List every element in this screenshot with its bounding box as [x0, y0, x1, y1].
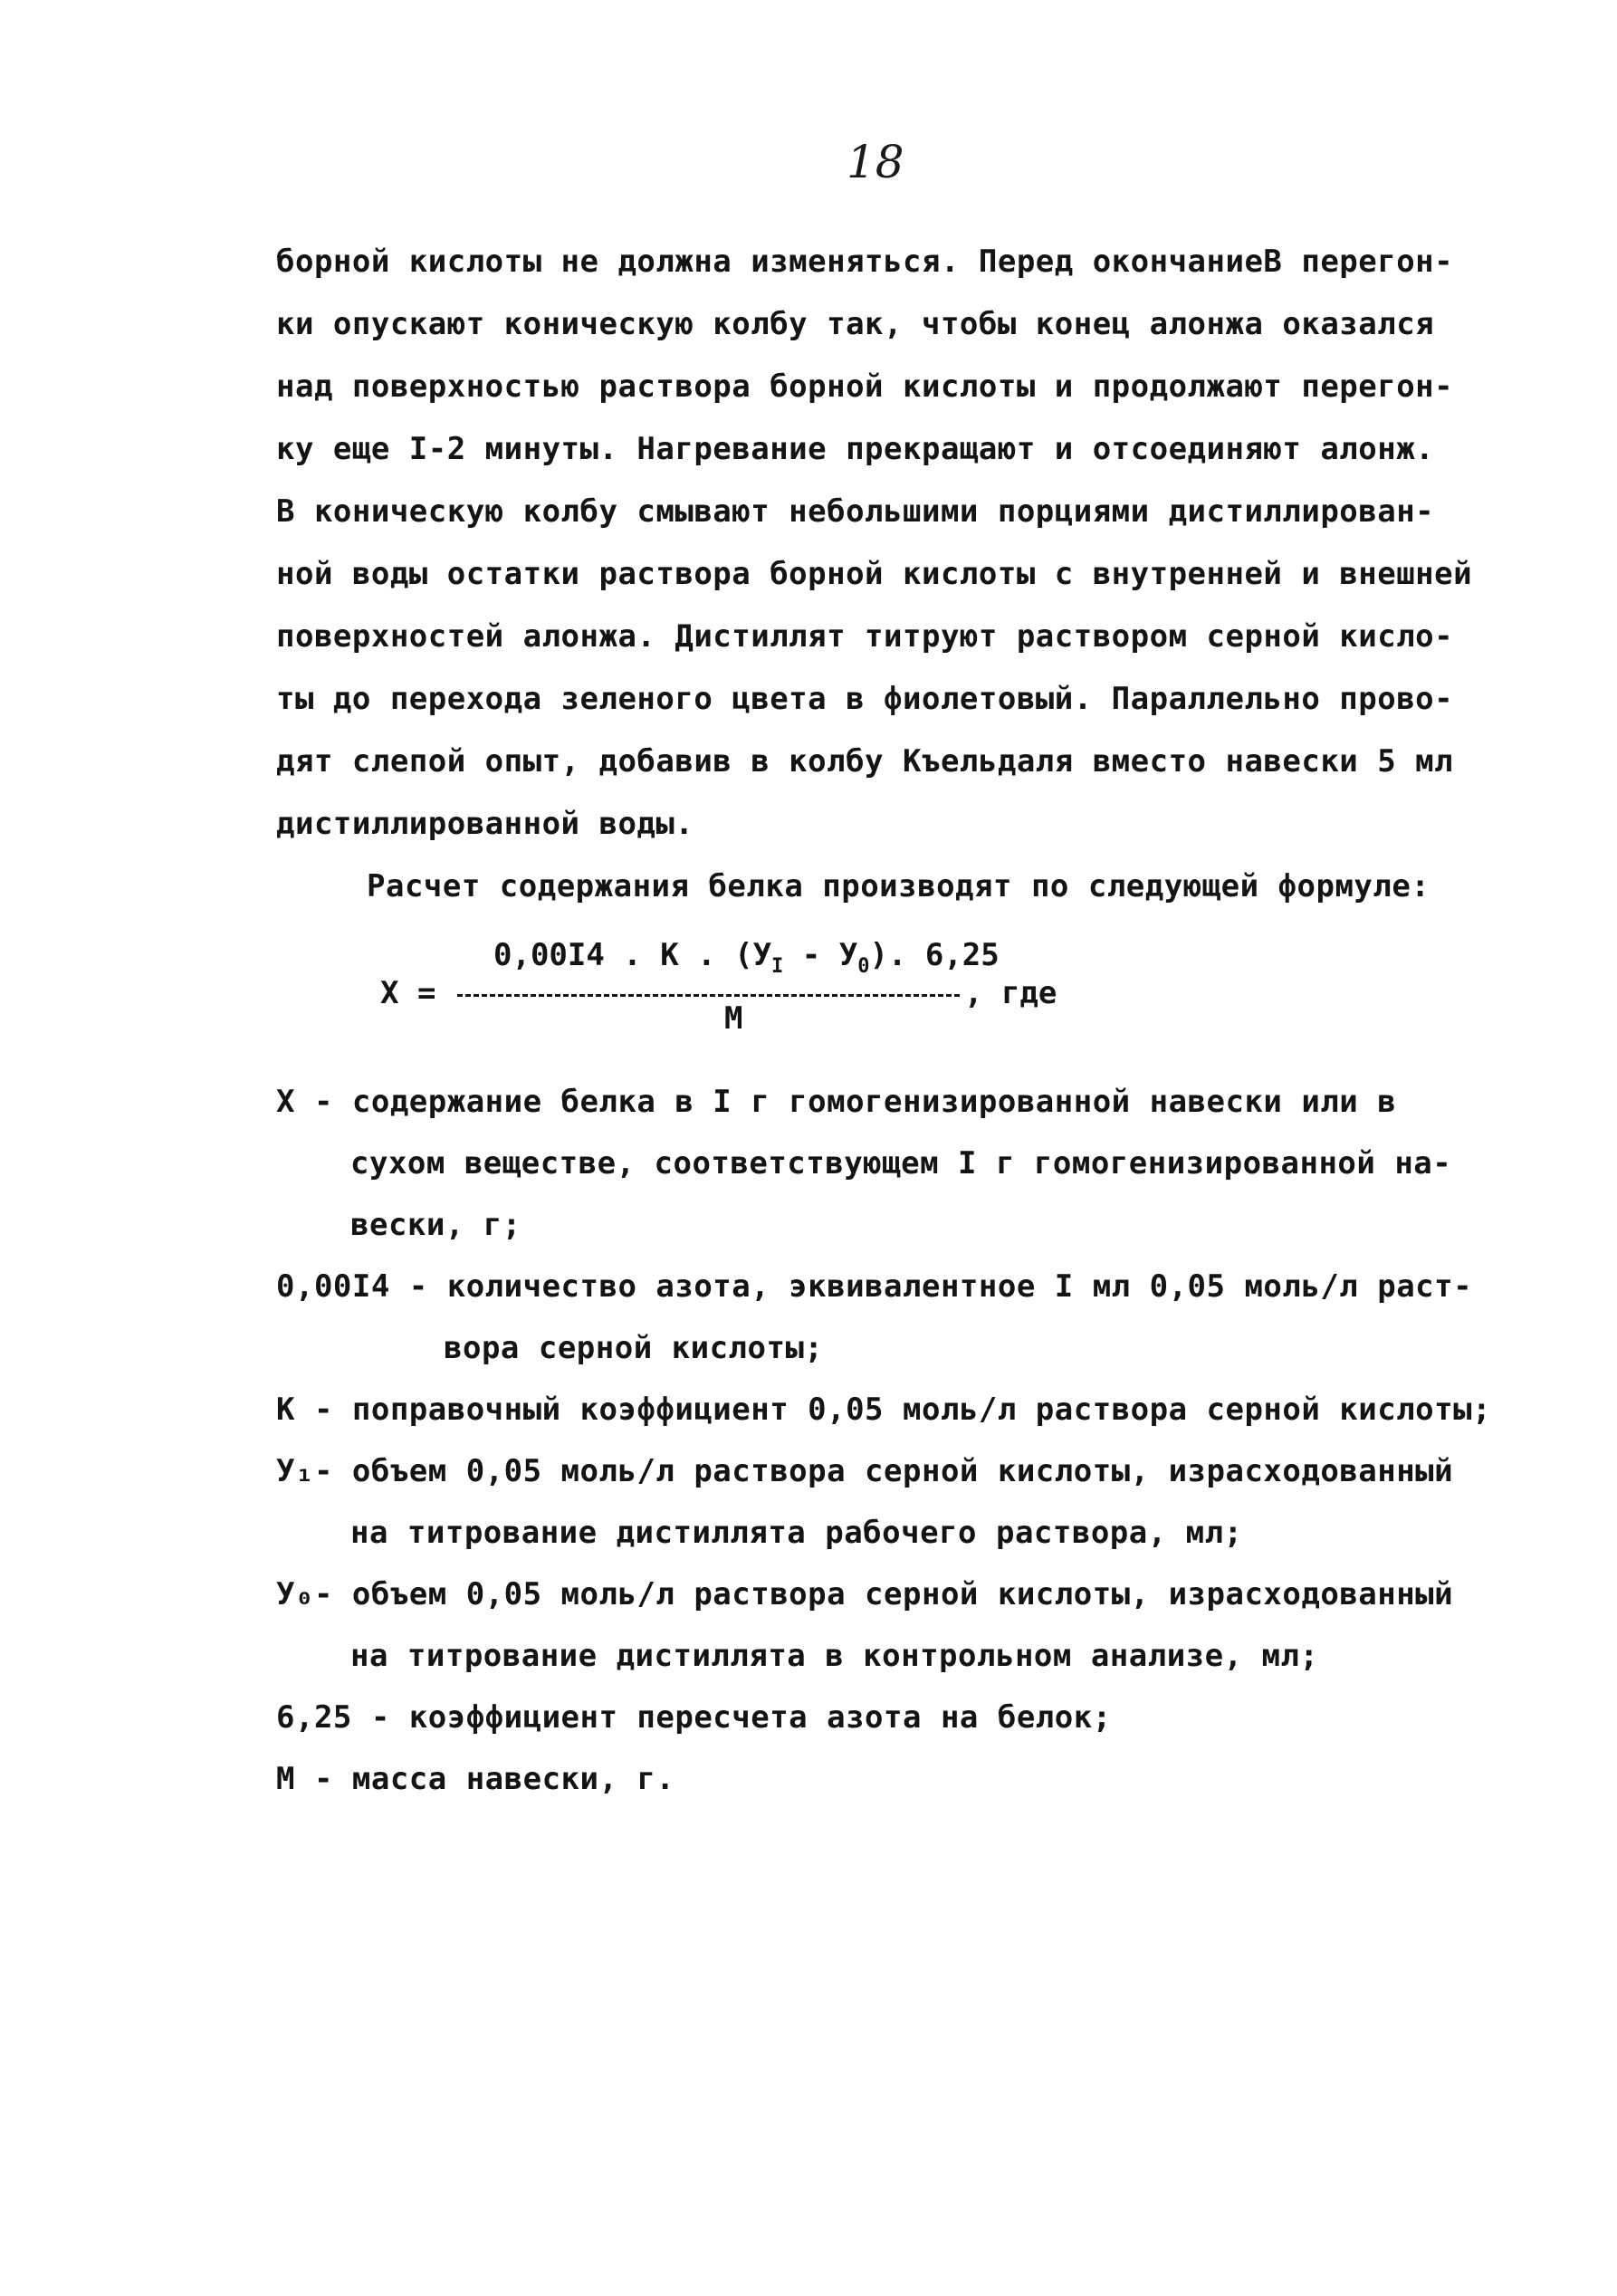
definition-line: X - содержание белка в I г гомогенизированной навески или в — [276, 1084, 1397, 1120]
paragraph-line: дистиллированной воды. — [276, 806, 694, 842]
fraction-bar — [457, 994, 960, 997]
definition-line: сухом веществе, соответствующем I г гомогенизированной на- — [350, 1145, 1452, 1181]
numerator-part: ). 6,25 — [869, 937, 1000, 973]
formula-denominator: М — [724, 1000, 743, 1037]
paragraph-line: ной воды остатки раствора борной кислоты с внутренней и внешней — [276, 556, 1473, 592]
definition-line: У₀- объем 0,05 моль/л раствора серной кислоты, израсходованный — [276, 1576, 1454, 1612]
paragraph-line: ку еще I-2 минуты. Нагревание прекращают и отсоединяют алонж. — [276, 431, 1435, 467]
definition-line: вора серной кислоты; — [444, 1330, 824, 1366]
definition-line: на титрование дистиллята в контрольном анализе, мл; — [350, 1638, 1319, 1674]
paragraph-line: ты до перехода зеленого цвета в фиолетовый. Параллельно прово- — [276, 681, 1454, 717]
formula-where: , где — [964, 975, 1057, 1011]
calc-intro: Расчет содержания белка производят по следующей формуле: — [367, 868, 1430, 904]
paragraph-line: ки опускают коническую колбу так, чтобы конец алонжа оказался — [276, 306, 1435, 342]
subscript-1: I — [771, 955, 784, 978]
numerator-part: 0,00I4 . К . (У — [493, 937, 772, 973]
definition-line: М - масса навески, г. — [276, 1761, 675, 1797]
definitions-list — [276, 1071, 1544, 1810]
definition-line: У₁- объем 0,05 моль/л раствора серной кислоты, израсходованный — [276, 1453, 1454, 1489]
page-number: 18 — [847, 136, 904, 188]
definition-line: 6,25 - коэффициент пересчета азота на белок; — [276, 1699, 1112, 1736]
definition-line: К - поправочный коэффициент 0,05 моль/л раствора серной кислоты; — [276, 1392, 1492, 1428]
paragraph-line: дят слепой опыт, добавив в колбу Къельдаля вместо навески 5 мл — [276, 743, 1454, 780]
paragraph-line: над поверхностью раствора борной кислоты и продолжают перегон- — [276, 368, 1454, 405]
subscript-0: 0 — [857, 955, 870, 978]
formula-lhs: X = — [380, 975, 436, 1011]
paragraph-line: поверхностей алонжа. Дистиллят титруют раствором серной кисло- — [276, 618, 1454, 655]
definition-line: на титрование дистиллята рабочего раствора, мл; — [350, 1515, 1243, 1551]
paragraph-line: В коническую колбу смывают небольшими порциями дистиллирован- — [276, 493, 1435, 530]
formula-numerator — [493, 937, 1000, 978]
numerator-part: - У — [783, 937, 858, 973]
definition-line: 0,00I4 - количество азота, эквивалентное I мл 0,05 моль/л раст- — [276, 1268, 1473, 1305]
definition-line: вески, г; — [350, 1207, 521, 1243]
protein-formula — [380, 937, 1195, 1046]
paragraph-line: борной кислоты не должна изменяться. Перед окончаниеВ перегон- — [276, 244, 1454, 280]
body-paragraph — [276, 231, 1473, 918]
